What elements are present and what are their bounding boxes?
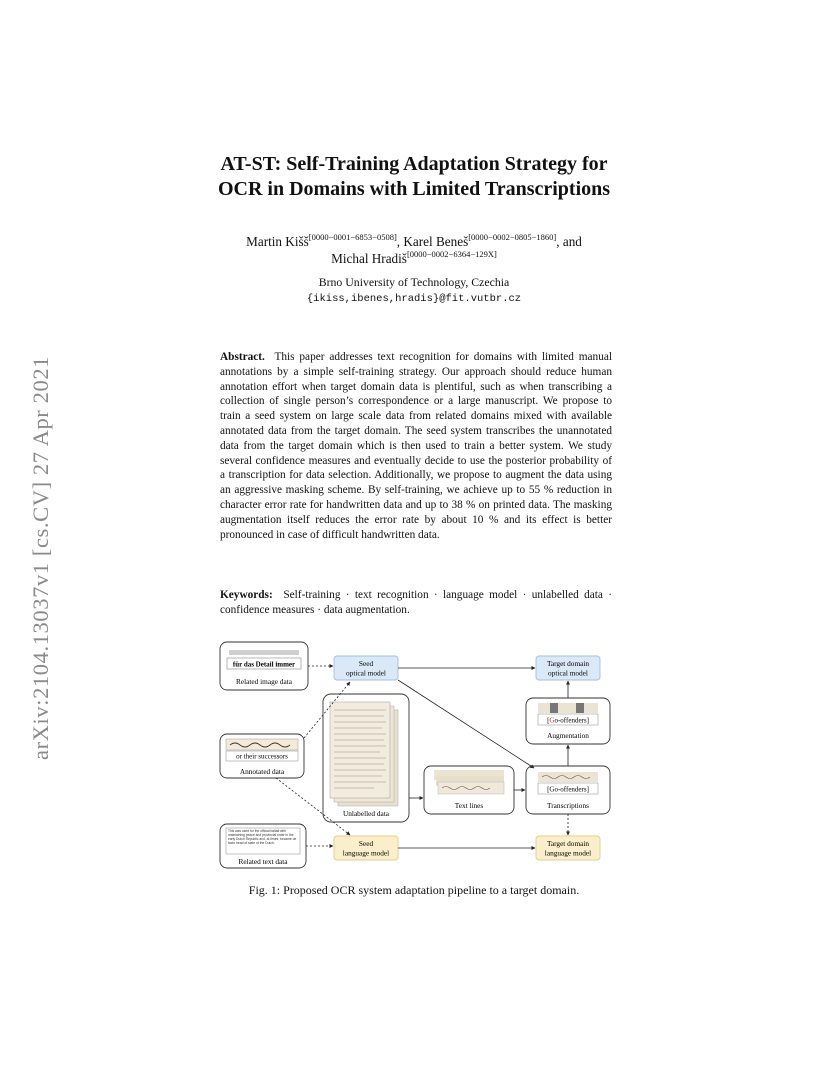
paper-title-line-2: OCR in Domains with Limited Transcriptions (217, 178, 611, 200)
augmentation-transcript: [Go-offenders] (547, 716, 589, 725)
paper-title-line-1: AT-ST: Self-Training Adaptation Strategy for (220, 153, 608, 175)
related-image-label: Related image data (236, 677, 292, 686)
author-name: Martin Kišš (246, 234, 309, 249)
unlabelled-data-node (323, 694, 409, 822)
masked-line-image-icon (538, 703, 598, 713)
authors-line-2 (160, 245, 668, 268)
author-name: Karel Beneš (403, 234, 469, 249)
author-separator: , and (556, 234, 582, 249)
related-image-data-node (220, 642, 308, 690)
annotated-data-node (220, 734, 304, 778)
related-text-sample-box (227, 828, 299, 854)
seed-lm-subtitle: language model (342, 848, 390, 858)
pipeline-figure (214, 636, 616, 876)
manuscript-page-icon (330, 702, 390, 798)
figure-caption: Fig. 1: Proposed OCR system adaptation pipeline to a target domain. (248, 883, 580, 897)
pipeline-arrows (276, 666, 568, 848)
annotated-sample-text: or their successors (236, 752, 288, 761)
seed-lm-title: Seed (358, 839, 374, 848)
transcriptions-label: Transcriptions (547, 801, 589, 810)
keywords-label: Keywords: (220, 589, 273, 601)
abstract (220, 350, 612, 542)
text-lines-node (424, 766, 514, 814)
related-text-label: Related text data (238, 857, 288, 866)
affiliation: Brno University of Technology, Czechia (318, 275, 510, 289)
keywords-text: Self-training · text recognition · language model · unlabelled data · confidence measures · data augmentation. (220, 589, 613, 616)
target-lm-title: Target domain (546, 839, 590, 848)
arrow-seed-optical-to-transcriptions (398, 680, 534, 768)
augmentation-node (526, 698, 610, 744)
related-text-sample: This was used for the official ballad with maintaining peace and provincial order in the early Dutch Republic and, at times, became de facto head of state of the Dutch. (228, 829, 297, 845)
author-orcid: [0000−0002−6364−129X] (406, 249, 497, 259)
target-optical-model-node (536, 656, 600, 680)
abstract-text: This paper addresses text recognition for domains with limited manual annotations by a simple self-training strategy. Our approach should reduce human annotation effort when target domain data is plentiful, such as when transcribing a collection of single person’s correspondence or a large manuscript. We propose to train a seed system on large scale data from related domains mixed with available annotated data from the target domain. The seed system transcribes the unannotated data from the target domain which is then used to train a better system. We study several confidence measures and eventually decide to use the posterior probability of a transcription for data selection. Additionally, we propose to augment the data using an aggressive masking scheme. By self-training, we achieve up to 55 % reduction in character error rate for handwritten data and up to 38 % on printed data. The masking augmentation itself reduces the error rate by about 10 % and its effect is better pronounced in case of difficult handwritten data. (220, 351, 612, 541)
related-image-sample-text: für das Detail immer (232, 660, 296, 669)
target-optical-title: Target domain (546, 659, 590, 668)
seed-optical-title: Seed (358, 659, 374, 668)
seed-optical-model-node (334, 656, 398, 680)
transcribed-line-image-icon (538, 772, 598, 782)
author-emails: {ikiss,ibenes,hradis}@fit.vutbr.cz (306, 293, 522, 305)
target-optical-subtitle: optical model (548, 668, 588, 678)
abstract-label: Abstract. (220, 351, 265, 363)
related-text-data-node (220, 824, 306, 868)
augmentation-label: Augmentation (547, 731, 589, 740)
author-orcid: [0000−0002−0805−1860] (468, 232, 557, 242)
transcriptions-node (526, 766, 610, 814)
target-lm-subtitle: language model (544, 848, 592, 858)
annotated-data-label: Annotated data (239, 767, 285, 776)
transcription-text: [Go-offenders] (547, 785, 589, 794)
text-line-image-icon (438, 782, 504, 794)
author-name: Michal Hradiš (331, 251, 407, 266)
seed-language-model-node (334, 836, 398, 860)
pipeline-diagram (214, 636, 616, 876)
text-lines-label: Text lines (454, 801, 484, 810)
arxiv-identifier-text: arXiv:2104.13037v1 [cs.CV] 27 Apr 2021 (28, 355, 53, 760)
arxiv-identifier-stamp (22, 282, 58, 760)
target-language-model-node (536, 836, 600, 860)
author-orcid: [0000−0001−6853−0508] (308, 232, 397, 242)
keywords (220, 588, 612, 618)
unlabelled-data-label: Unlabelled data (343, 809, 389, 818)
author-separator: , (396, 234, 404, 249)
seed-optical-subtitle: optical model (346, 668, 386, 678)
